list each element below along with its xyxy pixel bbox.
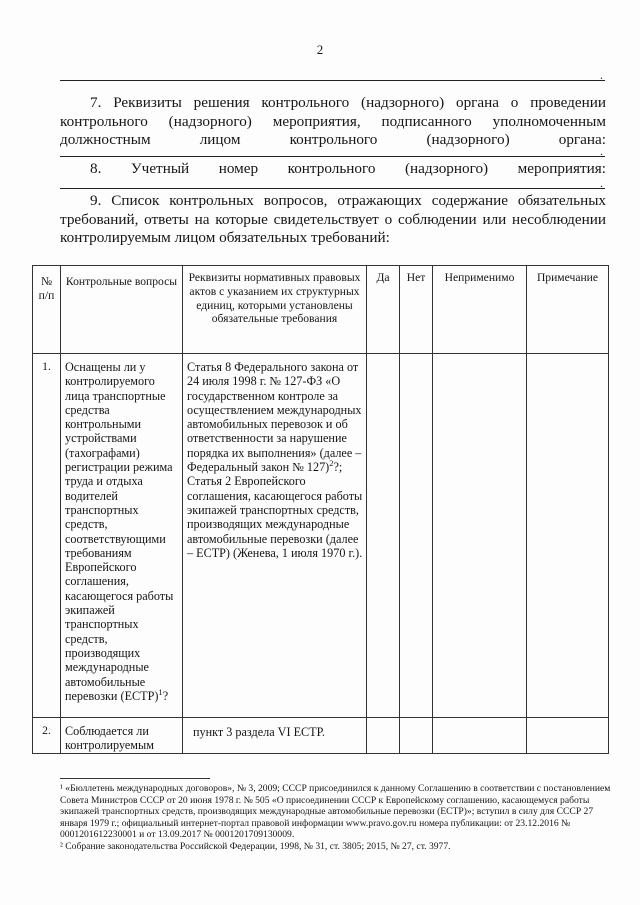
header-no: Нет — [400, 266, 433, 354]
row-1-requisites — [183, 354, 367, 718]
row-1-requisite-2: Статья 2 Европейского соглашения, касающегося работы экипажей транспортных средств, производящих международные автомобильные перевозки (далее – ЕСТР) (Женева, 1 июля 1970 г.). — [187, 474, 363, 560]
top-rule — [60, 80, 605, 81]
section-9-line-3: контролируемым лицом обязательных требований: — [60, 229, 390, 247]
section-7-line-3: должностным лицом контрольного (надзорного) органа: — [60, 131, 606, 149]
row-1-question-end: ? — [162, 688, 169, 703]
page-number: 2 — [316, 42, 324, 57]
section-9 — [60, 192, 606, 248]
section-8 — [60, 160, 606, 179]
header-yes: Да — [367, 266, 400, 354]
row-2-yes-cell[interactable] — [367, 718, 400, 754]
table-row — [33, 354, 609, 718]
control-questions-table — [32, 265, 609, 754]
row-2-requisites: пункт 3 раздела VI ЕСТР. — [183, 718, 367, 754]
section-8-rule-dot: . — [600, 176, 603, 190]
table-header-row — [33, 266, 609, 354]
section-7-line-1: 7. Реквизиты решения контрольного (надзорного) органа о проведении — [90, 94, 606, 111]
footnote-ref-2: 2 — [329, 458, 334, 469]
section-7 — [60, 94, 606, 150]
row-1-question — [61, 354, 183, 718]
header-not-applicable: Неприменимо — [433, 266, 527, 354]
row-2-na-cell[interactable] — [433, 718, 527, 754]
section-8-text: 8. Учетный номер контрольного (надзорного) мероприятия: — [90, 160, 606, 177]
header-questions: Контрольные вопросы — [61, 266, 183, 354]
row-1-requisite-1: Статья 8 Федерального закона от 24 июля 1998 г. № 127-ФЗ «О государственном контроле за осуществлением международных автомобильных перевозок и об ответственности за нарушение порядка их выполнения» (далее – Федеральный закон № 127) — [187, 360, 362, 475]
row-2-question: Соблюдается ли контролируемым — [61, 718, 183, 754]
row-1-yes-cell[interactable] — [367, 354, 400, 718]
footnote-ref-1: 1 — [158, 686, 163, 697]
section-7-line-2: контрольного (надзорного) мероприятия, подписанного уполномоченным — [60, 112, 606, 130]
section-9-line-1: 9. Список контрольных вопросов, отражающих содержание обязательных — [90, 192, 606, 209]
footnote-2: ² Собрание законодательства Российской Федерации, 1998, № 31, ст. 3805; 2015, № 27, ст. 3977. — [60, 841, 451, 852]
row-2-note-cell[interactable] — [527, 718, 609, 754]
section-7-rule — [60, 156, 605, 157]
header-num: № п/п — [33, 266, 61, 354]
row-1-no-cell[interactable] — [400, 354, 433, 718]
section-9-line-2: требований, ответы на которые свидетельствует о соблюдении или несоблюдении — [60, 210, 606, 228]
top-rule-dot: . — [600, 68, 603, 82]
section-8-rule — [60, 188, 605, 189]
footnote-rule — [60, 778, 210, 779]
row-2-no-cell[interactable] — [400, 718, 433, 754]
footnote-1: ¹ «Бюллетень международных договоров», № 3, 2009; СССР присоединился к данному Соглашению в соответствии с постановлением Совета Министров СССР от 20 июня 1978 г. № 505 «О присоединении СССР к Европейскому соглашению, касающемуся работы экипажей транспортных средств, производящих международные автомобильные перевозки (ЕСТР)»; вступил в силу для СССР 27 января 1979 г.; официальный интернет-портал правовой информации www.pravo.gov.ru номера публикации: от 23.12.2016 № 0001201612230001 и от 13.09.2017 № 0001201709130009. — [60, 783, 611, 841]
row-1-note-cell[interactable] — [527, 354, 609, 718]
row-1-question-text: Оснащены ли у контролируемого лица транспортные средства контрольными устройствами (тахографами) регистрации режима труда и отдыха водителей транспортных средств, соответствующими требованиям Европейского соглашения, касающегося работы экипажей транспортных средств, производящих международные автомобильные перевозки (ЕСТР) — [65, 360, 174, 703]
header-requisites: Реквизиты нормативных правовых актов с указанием их структурных единиц, которыми установлены обязательные требования — [183, 266, 367, 354]
section-7-rule-dot: . — [600, 144, 603, 158]
row-2-num: 2. — [33, 718, 61, 754]
header-note: Примечание — [527, 266, 609, 354]
row-1-requisite-1-end: ?; — [333, 460, 343, 475]
row-1-num: 1. — [33, 354, 61, 718]
table-row — [33, 718, 609, 754]
row-1-na-cell[interactable] — [433, 354, 527, 718]
